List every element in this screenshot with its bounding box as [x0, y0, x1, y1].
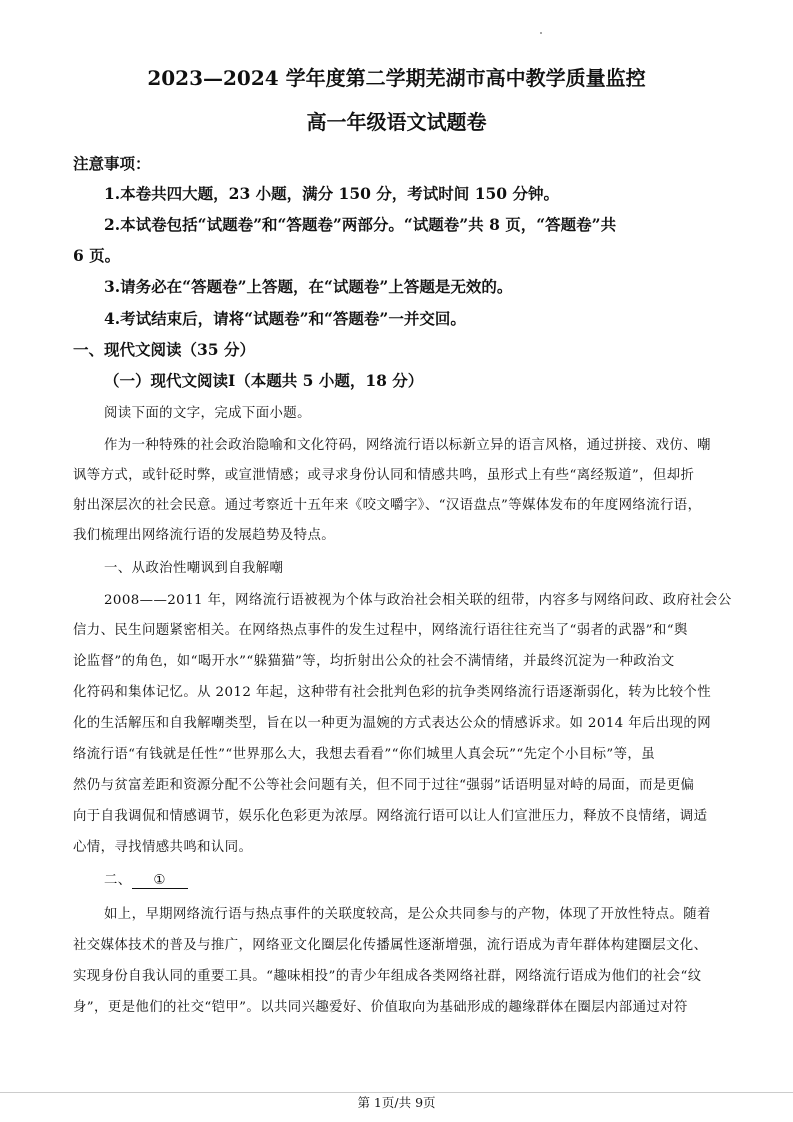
passage-line: 然仍与贫富差距和资源分配不公等社会问题有关，但不同于过往“强弱”话语明显对峙的局面，而是更偏: [73, 778, 695, 793]
instruction: 阅读下面的文字，完成下面小题。: [104, 406, 311, 421]
notice-item-4: 4.考试结束后，请将“试题卷”和“答题卷”一并交回。: [104, 309, 466, 328]
notice-item-3: 3.请务必在“答题卷”上答题，在“试题卷”上答题是无效的。: [104, 277, 513, 296]
page-number: 第 1页/共 9页: [357, 1095, 436, 1110]
fill-in-blank: ①: [132, 874, 188, 889]
passage-heading-1: 一、从政治性嘲讽到自我解嘲: [104, 561, 284, 576]
passage-line: 射出深层次的社会民意。通过考察近十五年来《咬文嚼字》、“汉语盘点”等媒体发布的年度网络流行语，: [73, 498, 702, 513]
passage-line: 实现身份自我认同的重要工具。“趣味相投”的青少年组成各类网络社群，网络流行语成为他们的社会“纹: [73, 969, 702, 984]
passage-line: 社交媒体技术的普及与推广，网络亚文化圈层化传播属性逐渐增强，流行语成为青年群体构建圈层文化、: [73, 938, 708, 953]
passage-line: 信力、民生问题紧密相关。在网络热点事件的发生过程中，网络流行语往往充当了“弱者的武器”和“舆: [73, 623, 688, 638]
passage-line: 如上，早期网络流行语与热点事件的关联度较高，是公众共同参与的产物，体现了开放性特点。随着: [104, 907, 711, 922]
exam-subtitle: 高一年级语文试题卷: [306, 110, 487, 134]
passage-line: 我们梳理出网络流行语的发展趋势及特点。: [73, 528, 336, 543]
subsection-heading: （一）现代文阅读Ⅰ（本题共 5 小题，18 分）: [104, 371, 424, 390]
passage-line: 心情，寻找情感共鸣和认同。: [73, 840, 253, 855]
section-heading: 一、现代文阅读（35 分）: [73, 340, 255, 359]
notice-item-2-cont: 6 页。: [73, 246, 121, 265]
passage-line: 作为一种特殊的社会政治隐喻和文化符码，网络流行语以标新立异的语言风格，通过拼接、戏仿、嘲: [104, 438, 711, 453]
passage-heading-2: [104, 869, 188, 889]
scan-speck: [540, 32, 542, 34]
notice-item-2: 2.本试卷包括“试题卷”和“答题卷”两部分。“试题卷”共 8 页，“答题卷”共: [104, 215, 617, 234]
exam-title: 2023—2024 学年度第二学期芜湖市高中教学质量监控: [147, 66, 646, 90]
passage-line: 络流行语“有钱就是任性”“世界那么大，我想去看看”“你们城里人真会玩”“先定个小目标”等，虽: [73, 747, 656, 762]
heading-2-prefix: 二、: [104, 873, 132, 888]
passage-line: 讽等方式，或针砭时弊，或宣泄情感；或寻求身份认同和情感共鸣，虽形式上有些“离经叛道”，但却折: [73, 468, 695, 483]
notice-item-1: 1.本卷共四大题，23 小题，满分 150 分，考试时间 150 分钟。: [104, 184, 559, 203]
passage-line: 身”，更是他们的社交“铠甲”。以共同兴趣爱好、价值取向为基础形成的趣缘群体在圈层内部通过对符: [73, 1000, 688, 1015]
notice-heading: 注意事项：: [73, 154, 151, 173]
passage-line: 化符码和集体记忆。从 2012 年起，这种带有社会批判色彩的抗争类网络流行语逐渐弱化，转为比较个性: [73, 685, 711, 700]
passage-line: 向于自我调侃和情感调节，娱乐化色彩更为浓厚。网络流行语可以让人们宣泄压力，释放不良情绪，调适: [73, 809, 708, 824]
passage-line: 2008——2011 年，网络流行语被视为个体与政治社会相关联的纽带，内容多与网络问政、政府社会公: [104, 593, 732, 608]
passage-line: 论监督”的角色，如“喝开水”“躲猫猫”等，均折射出公众的社会不满情绪，并最终沉淀为一种政治文: [73, 654, 675, 669]
passage-line: 化的生活解压和自我解嘲类型，旨在以一种更为温婉的方式表达公众的情感诉求。如 2014 年后出现的网: [73, 716, 711, 731]
